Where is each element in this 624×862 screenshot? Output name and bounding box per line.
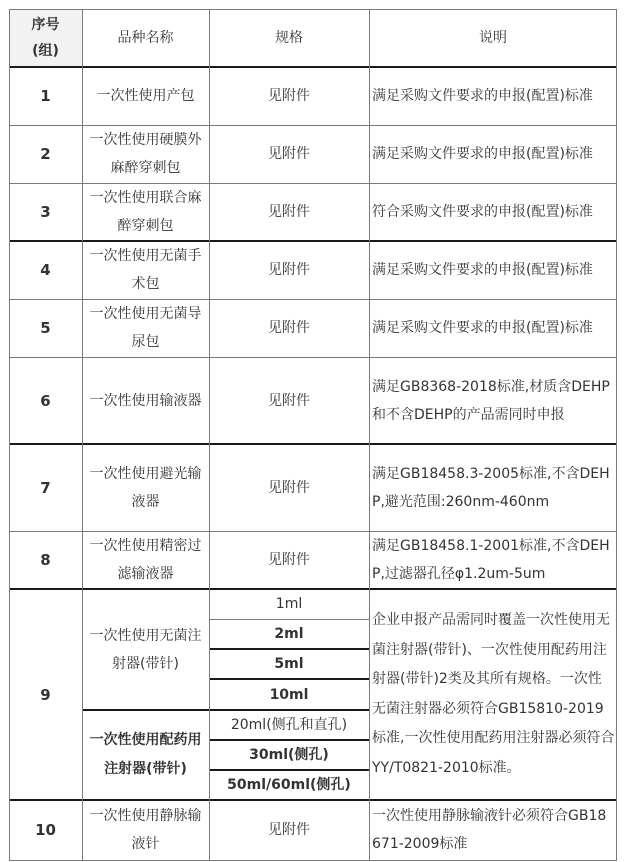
header-name: 品种名称 <box>117 30 174 46</box>
grid-line <box>369 9 370 861</box>
row-8-desc-text: 满足GB18458.1-2001标准,不含DEHP,过滤器孔径φ1.2um-5um <box>372 538 610 582</box>
spec-10ml: 10ml <box>269 686 309 703</box>
row-6-number: 6 <box>40 391 51 410</box>
row-7-desc <box>369 444 617 531</box>
row-3-desc <box>369 183 617 241</box>
row-5-number: 5 <box>40 319 51 337</box>
grid-line <box>9 9 617 10</box>
row-6-desc-text: 满足GB8368-2018标准,材质含DEHP和不含DEHP的产品需同时申报 <box>372 378 610 423</box>
row-2-desc <box>369 125 617 183</box>
grid-line <box>209 9 210 861</box>
grid-line <box>9 183 617 184</box>
header-desc: 说明 <box>479 30 507 46</box>
grid-line <box>9 860 617 861</box>
header-spec: 规格 <box>275 30 303 46</box>
row-8-name: 一次性使用精密过滤输液器 <box>89 538 202 582</box>
spec-5ml: 5ml <box>274 656 304 672</box>
grid-line <box>209 739 369 741</box>
row-7-name: 一次性使用避光输液器 <box>89 465 202 510</box>
row-3-spec: 见附件 <box>268 204 310 220</box>
row-9-sub2-name: 一次性使用配药用注射器(带针) <box>89 732 202 777</box>
row-4-spec: 见附件 <box>268 262 310 278</box>
grid-line <box>9 125 617 126</box>
grid-line <box>82 9 83 861</box>
row-10-number: 10 <box>35 821 56 839</box>
spec-20ml: 20ml(侧孔和直孔) <box>230 717 348 733</box>
row-6-spec: 见附件 <box>268 392 310 409</box>
grid-line <box>209 648 369 650</box>
row-6-desc <box>369 357 617 444</box>
row-5-desc <box>369 299 617 357</box>
grid-line <box>9 531 617 532</box>
row-1-name: 一次性使用产包 <box>96 88 195 104</box>
row-9-desc <box>369 589 617 800</box>
row-2-spec: 见附件 <box>268 146 310 162</box>
row-3-number: 3 <box>40 203 51 221</box>
row-4-desc <box>369 241 617 299</box>
grid-line <box>9 240 617 242</box>
grid-line <box>9 443 617 445</box>
row-9-sub1-name: 一次性使用无菌注射器(带针) <box>89 627 202 672</box>
row-7-spec: 见附件 <box>268 479 310 496</box>
row-7-desc-text: 满足GB18458.3-2005标准,不含DEHP,避光范围:260nm-460nm <box>372 465 610 510</box>
row-6-name: 一次性使用输液器 <box>89 392 202 409</box>
spec-50ml-60ml: 50ml/60ml(侧孔) <box>227 777 351 793</box>
row-3-desc-text: 符合采购文件要求的申报(配置)标准 <box>372 204 593 220</box>
header-seq-line1: 序号 <box>31 17 60 33</box>
row-5-spec: 见附件 <box>268 320 310 336</box>
row-4-number: 4 <box>40 261 51 279</box>
row-9-number: 9 <box>40 685 51 704</box>
row-10-desc-text: 一次性使用静脉输液针必须符合GB18671-2009标准 <box>372 808 607 852</box>
grid-line <box>82 709 369 711</box>
header-seq <box>9 9 82 67</box>
row-2-desc-text: 满足采购文件要求的申报(配置)标准 <box>372 146 593 162</box>
spec-2ml: 2ml <box>274 626 304 642</box>
row-4-name: 一次性使用无菌手术包 <box>89 248 202 292</box>
row-5-name: 一次性使用无菌导尿包 <box>89 306 202 350</box>
row-1-desc <box>369 67 617 125</box>
grid-line <box>9 588 617 590</box>
grid-line <box>9 299 617 300</box>
row-2-name: 一次性使用硬膜外麻醉穿刺包 <box>89 132 202 176</box>
row-2-number: 2 <box>40 145 51 163</box>
grid-line <box>616 9 617 861</box>
grid-line <box>9 799 617 801</box>
row-4-desc-text: 满足采购文件要求的申报(配置)标准 <box>372 262 593 278</box>
row-1-number: 1 <box>40 87 51 105</box>
grid-line <box>9 9 10 861</box>
row-3-name: 一次性使用联合麻醉穿刺包 <box>89 190 202 234</box>
header-seq-line2: (组) <box>32 43 59 59</box>
grid-line <box>209 678 369 680</box>
grid-line <box>209 769 369 771</box>
row-10-desc <box>369 800 617 860</box>
row-8-number: 8 <box>40 551 51 569</box>
row-8-desc <box>369 531 617 589</box>
spec-30ml: 30ml(侧孔) <box>249 747 329 763</box>
row-1-desc-text: 满足采购文件要求的申报(配置)标准 <box>372 88 593 104</box>
grid-line <box>9 66 617 68</box>
row-5-desc-text: 满足采购文件要求的申报(配置)标准 <box>372 320 593 336</box>
row-10-name: 一次性使用静脉输液针 <box>89 808 202 852</box>
row-8-spec: 见附件 <box>268 552 310 568</box>
row-10-spec: 见附件 <box>268 822 310 838</box>
grid-line <box>209 619 369 620</box>
spec-1ml: 1ml <box>275 596 303 612</box>
row-9-desc-text: 企业申报产品需同时覆盖一次性使用无菌注射器(带针)、一次性使用配药用注射器(带针)2类及其所有规格。一次性无菌注射器必须符合GB15810-2019标准,一次性使用配药用注射器必须符合YY/T0821-2010标准。 <box>372 612 615 776</box>
row-1-spec: 见附件 <box>268 88 310 104</box>
row-7-number: 7 <box>40 478 51 497</box>
grid-line <box>9 357 617 358</box>
